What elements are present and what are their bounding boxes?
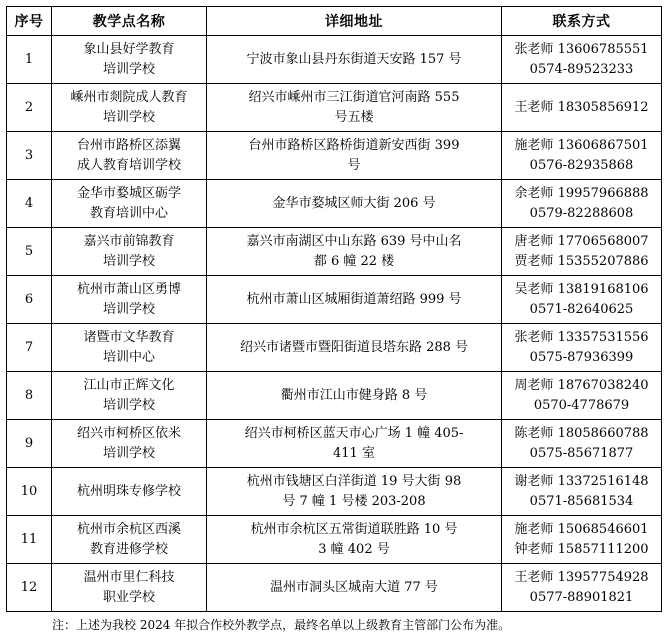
cell-no: 8 (7, 372, 52, 420)
cell-contact-line: 陈老师 18058660788 (514, 425, 649, 441)
cell-school-name (52, 564, 207, 612)
cell-address-line: 杭州市萧山区城厢街道萧绍路 999 号 (246, 291, 462, 307)
cell-no: 4 (7, 180, 52, 228)
school-list-sheet (6, 6, 661, 633)
cell-contact-line: 0575-85671877 (529, 445, 634, 461)
cell-contact (502, 276, 662, 324)
cell-school-name (52, 36, 207, 84)
header-no: 序号 (7, 7, 52, 36)
cell-school-name-line: 职业学校 (102, 589, 155, 605)
header-contact: 联系方式 (502, 7, 662, 36)
cell-address-line: 温州市洞头区城南大道 77 号 (270, 579, 438, 595)
cell-contact-line: 0579-82288608 (529, 205, 634, 221)
cell-school-name (52, 276, 207, 324)
cell-school-name-line: 杭州明珠专修学校 (76, 483, 181, 499)
cell-contact-line: 0577-88901821 (529, 589, 634, 605)
cell-school-name (52, 372, 207, 420)
cell-school-name-line: 培训中心 (102, 349, 155, 365)
cell-contact-line: 谢老师 13372516148 (514, 473, 649, 489)
table-row (7, 468, 662, 516)
header-name: 教学点名称 (52, 7, 207, 36)
table-row (7, 564, 662, 612)
cell-address-line: 号五楼 (334, 109, 374, 125)
cell-school-name-line: 培训学校 (102, 445, 155, 461)
cell-address-line: 嘉兴市南湖区中山东路 639 号中山名 (246, 233, 462, 249)
table-row (7, 372, 662, 420)
cell-address-line: 411 室 (333, 445, 375, 461)
cell-school-name-line: 培训学校 (102, 61, 155, 77)
cell-address-line: 金华市婺城区师大街 206 号 (272, 195, 436, 211)
cell-contact-line: 0576-82935868 (529, 157, 634, 173)
cell-address (207, 36, 502, 84)
table-row (7, 324, 662, 372)
cell-school-name (52, 132, 207, 180)
cell-school-name (52, 516, 207, 564)
cell-school-name-line: 嘉兴市前锦教育 (83, 233, 175, 249)
cell-contact-line: 施老师 15068546601 (514, 521, 649, 537)
table-row (7, 516, 662, 564)
cell-address-line: 号 7 幢 1 号楼 203-208 (282, 493, 426, 509)
cell-no: 10 (7, 468, 52, 516)
cell-contact-line: 余老师 19957966888 (514, 185, 649, 201)
cell-contact-line: 张老师 13357531556 (514, 329, 649, 345)
cell-school-name-line: 台州市路桥区添翼 (76, 137, 181, 153)
cell-no: 1 (7, 36, 52, 84)
cell-school-name-line: 杭州市萧山区勇博 (76, 281, 181, 297)
cell-contact (502, 372, 662, 420)
cell-address-line: 号 (347, 157, 361, 173)
cell-school-name-line: 温州市里仁科技 (83, 569, 175, 585)
cell-school-name-line: 培训学校 (102, 253, 155, 269)
cell-school-name (52, 84, 207, 132)
cell-contact (502, 468, 662, 516)
cell-contact-line: 0574-89523233 (529, 61, 634, 77)
cell-school-name (52, 324, 207, 372)
table-row (7, 36, 662, 84)
cell-no: 12 (7, 564, 52, 612)
cell-address (207, 180, 502, 228)
cell-address-line: 3 幢 402 号 (318, 541, 390, 557)
table-row (7, 420, 662, 468)
cell-address-line: 绍兴市柯桥区蓝天市心广场 1 幢 405- (244, 425, 464, 441)
cell-school-name (52, 180, 207, 228)
table-row (7, 180, 662, 228)
cell-school-name-line: 绍兴市柯桥区依米 (76, 425, 181, 441)
cell-school-name-line: 诸暨市文华教育 (83, 329, 175, 345)
cell-contact-line: 吴老师 13819168106 (514, 281, 649, 297)
table-row (7, 228, 662, 276)
cell-contact-line: 贾老师 15355207886 (514, 253, 649, 269)
cell-school-name-line: 培训学校 (102, 397, 155, 413)
cell-address (207, 84, 502, 132)
cell-contact-line: 钟老师 15857111200 (514, 541, 649, 557)
cell-address (207, 132, 502, 180)
cell-school-name-line: 培训学校 (102, 109, 155, 125)
cell-contact-line: 0571-85681534 (529, 493, 634, 509)
cell-contact (502, 324, 662, 372)
cell-no: 11 (7, 516, 52, 564)
cell-school-name-line: 金华市婺城区砺学 (76, 185, 181, 201)
table-row (7, 276, 662, 324)
cell-school-name-line: 江山市正辉文化 (83, 377, 175, 393)
cell-address (207, 228, 502, 276)
table-body (7, 36, 662, 612)
cell-address-line: 杭州市钱塘区白洋街道 19 号大街 98 (246, 473, 462, 489)
cell-contact (502, 564, 662, 612)
teaching-sites-table (6, 6, 662, 612)
cell-no: 5 (7, 228, 52, 276)
cell-address-line: 都 6 幢 22 楼 (313, 253, 395, 269)
cell-contact (502, 36, 662, 84)
cell-address-line: 宁波市象山县丹东街道天安路 157 号 (246, 51, 462, 67)
cell-school-name (52, 420, 207, 468)
cell-school-name-line: 培训学校 (102, 301, 155, 317)
cell-contact (502, 84, 662, 132)
cell-school-name (52, 228, 207, 276)
cell-no: 6 (7, 276, 52, 324)
cell-school-name-line: 象山县好学教育 (83, 41, 175, 57)
cell-contact-line: 0571-82640625 (529, 301, 634, 317)
cell-contact-line: 唐老师 17706568007 (514, 233, 649, 249)
cell-address (207, 372, 502, 420)
cell-contact (502, 228, 662, 276)
cell-address-line: 杭州市余杭区五常街道联胜路 10 号 (250, 521, 458, 537)
cell-address (207, 276, 502, 324)
table-header-row (7, 7, 662, 36)
cell-contact-line: 王老师 13957754928 (514, 569, 649, 585)
cell-school-name-line: 成人教育培训学校 (76, 157, 181, 173)
cell-contact (502, 516, 662, 564)
footnote: 注：上述为我校 2024 年拟合作校外教学点，最终名单以上级教育主管部门公布为准。 (52, 618, 511, 632)
cell-no: 9 (7, 420, 52, 468)
cell-contact-line: 0575-87936399 (529, 349, 634, 365)
cell-school-name-line: 教育培训中心 (89, 205, 168, 221)
cell-address-line: 衢州市江山市健身路 8 号 (280, 387, 428, 403)
cell-no: 2 (7, 84, 52, 132)
cell-address-line: 绍兴市嵊州市三江街道官河南路 555 (248, 89, 460, 105)
table-row (7, 84, 662, 132)
cell-contact-line: 周老师 18767038240 (514, 377, 649, 393)
cell-address (207, 468, 502, 516)
cell-contact-line: 王老师 18305856912 (514, 99, 649, 115)
cell-no: 3 (7, 132, 52, 180)
table-row (7, 132, 662, 180)
cell-contact-line: 0570-4778679 (533, 397, 630, 413)
cell-contact-line: 施老师 13606867501 (514, 137, 649, 153)
cell-no: 7 (7, 324, 52, 372)
cell-address-line: 台州市路桥区路桥街道新安西街 399 (248, 137, 460, 153)
cell-school-name-line: 嵊州市剡院成人教育 (70, 89, 188, 105)
cell-contact (502, 420, 662, 468)
header-address: 详细地址 (207, 7, 502, 36)
cell-school-name (52, 468, 207, 516)
cell-address (207, 564, 502, 612)
cell-school-name-line: 教育进修学校 (89, 541, 168, 557)
cell-address (207, 420, 502, 468)
cell-address-line: 绍兴市诸暨市暨阳街道艮塔东路 288 号 (239, 339, 469, 355)
cell-contact-line: 张老师 13606785551 (514, 41, 649, 57)
cell-contact (502, 132, 662, 180)
cell-school-name-line: 杭州市余杭区西溪 (76, 521, 181, 537)
cell-address (207, 324, 502, 372)
cell-address (207, 516, 502, 564)
cell-contact (502, 180, 662, 228)
